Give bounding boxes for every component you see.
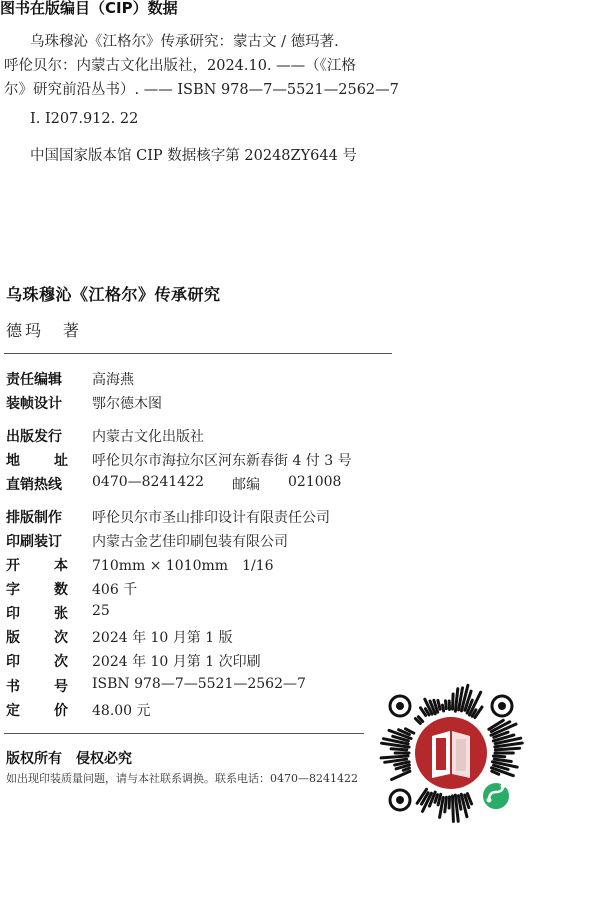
code-ray xyxy=(453,694,454,709)
credit-value: 710mm × 1010mm 1/16 xyxy=(92,558,274,574)
credit-value: 鄂尔德木图 xyxy=(92,396,162,412)
credit-value: 高海燕 xyxy=(92,372,134,388)
code-ray xyxy=(494,759,511,761)
book-title: 乌珠穆沁《江格尔》传承研究 xyxy=(6,285,221,304)
credit-value: 内蒙古金艺佳印刷包装有限公司 xyxy=(92,534,288,550)
code-ray xyxy=(493,756,504,757)
credit-value: ISBN 978—7—5521—2562—7 xyxy=(92,676,306,692)
credit-label: 印 张 xyxy=(6,606,68,622)
code-ray xyxy=(392,771,410,779)
credit-label: 定 价 xyxy=(6,703,68,719)
credit-value: 2024 年 10 月第 1 版 xyxy=(92,630,233,646)
divider xyxy=(4,353,392,354)
credit-label: 直销热线 xyxy=(6,477,62,493)
credit-label: 地 址 xyxy=(6,453,68,469)
code-ray xyxy=(435,795,438,803)
book-author: 德玛 著 xyxy=(6,321,83,340)
credit-label: 字 数 xyxy=(6,582,68,598)
credit-value: 呼伦贝尔市圣山排印设计有限责任公司 xyxy=(92,510,330,526)
publisher-logo-icon xyxy=(415,717,487,789)
postcode-value: 021008 xyxy=(288,474,342,490)
code-ray xyxy=(403,768,409,770)
credit-label: 排版制作 xyxy=(6,510,62,526)
cip-classification: Ⅰ. I207.912. 22 xyxy=(30,111,139,127)
code-ray xyxy=(446,701,447,709)
code-ray xyxy=(495,748,519,750)
credit-label: 书 号 xyxy=(6,679,68,695)
credit-label: 责任编辑 xyxy=(6,372,62,388)
mini-program-code[interactable] xyxy=(372,678,530,828)
cip-record-number: 中国国家版本馆 CIP 数据核字第 20248ZY644 号 xyxy=(30,148,357,164)
credit-value: 406 千 xyxy=(92,582,138,598)
cip-line: 乌珠穆沁《江格尔》传承研究：蒙古文 / 德玛著. xyxy=(30,34,339,50)
credit-value: 48.00 元 xyxy=(92,703,151,719)
credit-label: 开 本 xyxy=(6,558,68,574)
credit-label: 印 次 xyxy=(6,654,68,670)
postcode-label: 邮编 xyxy=(232,477,260,493)
code-ray xyxy=(391,749,407,750)
credit-value: 0470—8241422 xyxy=(92,474,204,490)
code-ray xyxy=(445,797,447,812)
credit-label: 装帧设计 xyxy=(6,396,62,412)
credit-value: 2024 年 10 月第 1 次印刷 xyxy=(92,654,261,670)
code-ray xyxy=(453,796,454,822)
divider xyxy=(4,733,364,734)
credit-value: 内蒙古文化出版社 xyxy=(92,429,204,445)
code-ray xyxy=(492,771,499,774)
credit-label: 印刷装订 xyxy=(6,534,62,550)
rights-notice: 如出现印装质量问题，请与本社联系调换。联系电话：0470—8241422 xyxy=(6,772,358,785)
cip-line: 尔》研究前沿丛书）. —— ISBN 978—7—5521—2562—7 xyxy=(4,82,399,98)
cip-heading: 图书在版编目（CIP）数据 xyxy=(0,0,178,17)
code-ray xyxy=(438,700,440,709)
code-ray xyxy=(459,796,461,810)
credit-label: 出版发行 xyxy=(6,429,62,445)
credit-value: 25 xyxy=(92,603,110,619)
credit-value: 呼伦贝尔市海拉尔区河东新春街 4 付 3 号 xyxy=(92,453,352,469)
credit-label: 版 次 xyxy=(6,630,68,646)
cip-line: 呼伦贝尔：内蒙古文化出版社，2024.10. ——（《江格 xyxy=(4,58,356,74)
rights-title: 版权所有 侵权必究 xyxy=(6,751,132,767)
wechat-mini-program-icon xyxy=(482,782,510,810)
code-ray xyxy=(455,689,457,712)
code-ray xyxy=(381,756,408,758)
code-ray xyxy=(443,705,444,711)
